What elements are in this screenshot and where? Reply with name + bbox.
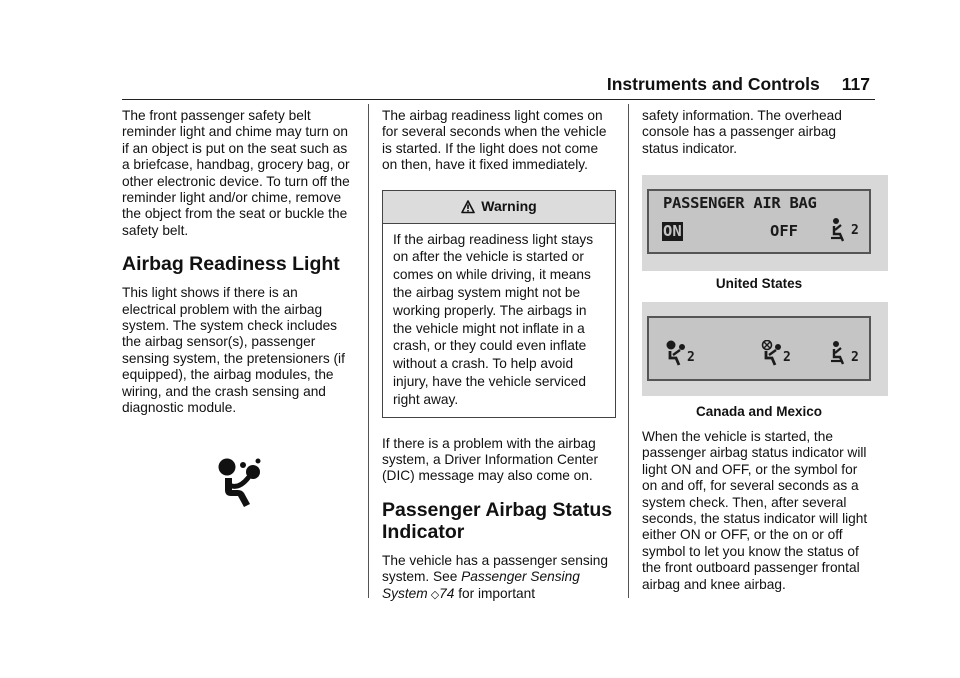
us-indicator-display xyxy=(647,189,871,254)
airbag-readiness-icon xyxy=(214,456,266,508)
caption-canada-mexico: Canada and Mexico xyxy=(695,403,823,419)
column-divider-1 xyxy=(368,104,369,598)
icon-suffix: 2 xyxy=(851,223,859,239)
column-2 xyxy=(382,108,616,603)
page-number: 117 xyxy=(841,74,870,94)
us-panel-title: PASSENGER AIR BAG xyxy=(663,194,817,213)
warning-icon xyxy=(461,200,475,214)
header-rule xyxy=(122,99,875,100)
cross-reference-link[interactable]: Passenger Sensing System xyxy=(382,569,580,601)
airbag-seat-icon xyxy=(829,217,853,243)
heading-airbag-readiness: Airbag Readiness Light xyxy=(122,253,340,276)
warning-header xyxy=(383,191,615,224)
caption-united-states: United States xyxy=(715,276,803,292)
icon-suffix: 2 xyxy=(851,349,859,365)
column-3 xyxy=(642,108,876,593)
paragraph: When the vehicle is started, the passenger airbag status indicator will light ON and OFF, or the symbol for on and off, for several seconds as a system check. Then, after several seconds, the status indicator will light either ON or OFF, or the on or off symbol to let you know the status of the front outboard passenger frontal airbag and knee airbag. xyxy=(642,429,868,592)
text: for important xyxy=(454,585,536,601)
text: The vehicle has a passenger sensing system. See xyxy=(382,552,608,585)
page-ref-icon: ◇ xyxy=(427,588,440,601)
canada-indicator-display xyxy=(647,316,871,381)
on-label: ON xyxy=(663,222,682,241)
us-indicator-panel xyxy=(642,175,888,271)
section-title: Instruments and Controls xyxy=(606,74,820,94)
warning-text: If the airbag readiness light stays on after the vehicle is started or comes on while driving, it means the airbag system might not be working properly. The airbags in the vehicle might not inflate in a crash, or they could even inflate without a crash. To help avoid injury, have the vehicle serviced right away. xyxy=(393,231,594,407)
paragraph: safety information. The overhead console has a passenger airbag status indicator. xyxy=(642,108,842,156)
column-divider-2 xyxy=(628,104,629,598)
heading-passenger-airbag-status: Passenger Airbag Status Indicator xyxy=(382,498,613,543)
warning-box xyxy=(382,190,616,418)
page-reference[interactable]: 74 xyxy=(439,585,455,601)
airbag-seat-icon xyxy=(829,340,853,366)
paragraph: The front passenger safety belt reminder light and chime may turn on if an object is put on the seat such as a briefcase, handbag, grocery bag, or other electronic device. To turn off the reminder light and/or chime, remove the object from the seat or buckle the safety belt. xyxy=(122,108,350,238)
off-label: OFF xyxy=(770,222,798,241)
page-header xyxy=(122,74,870,95)
warning-title: Warning xyxy=(481,198,537,215)
canada-indicator-panel xyxy=(642,302,888,396)
paragraph: The airbag readiness light comes on for several seconds when the vehicle is started. If the light does not come on then, have it fixed immediately. xyxy=(382,108,607,173)
column-1 xyxy=(122,108,354,417)
icon-suffix: 2 xyxy=(783,349,791,365)
paragraph: This light shows if there is an electrical problem with the airbag system. The system check includes the airbag sensor(s), passenger sensing system, the pretensioners (if equipped), the airbag modules, the wiring, and the crash sensing and diagnostic module. xyxy=(122,285,345,416)
paragraph xyxy=(382,553,616,603)
icon-suffix: 2 xyxy=(687,349,695,365)
paragraph: If there is a problem with the airbag system, a Driver Information Center (DIC) message may also come on. xyxy=(382,435,599,484)
